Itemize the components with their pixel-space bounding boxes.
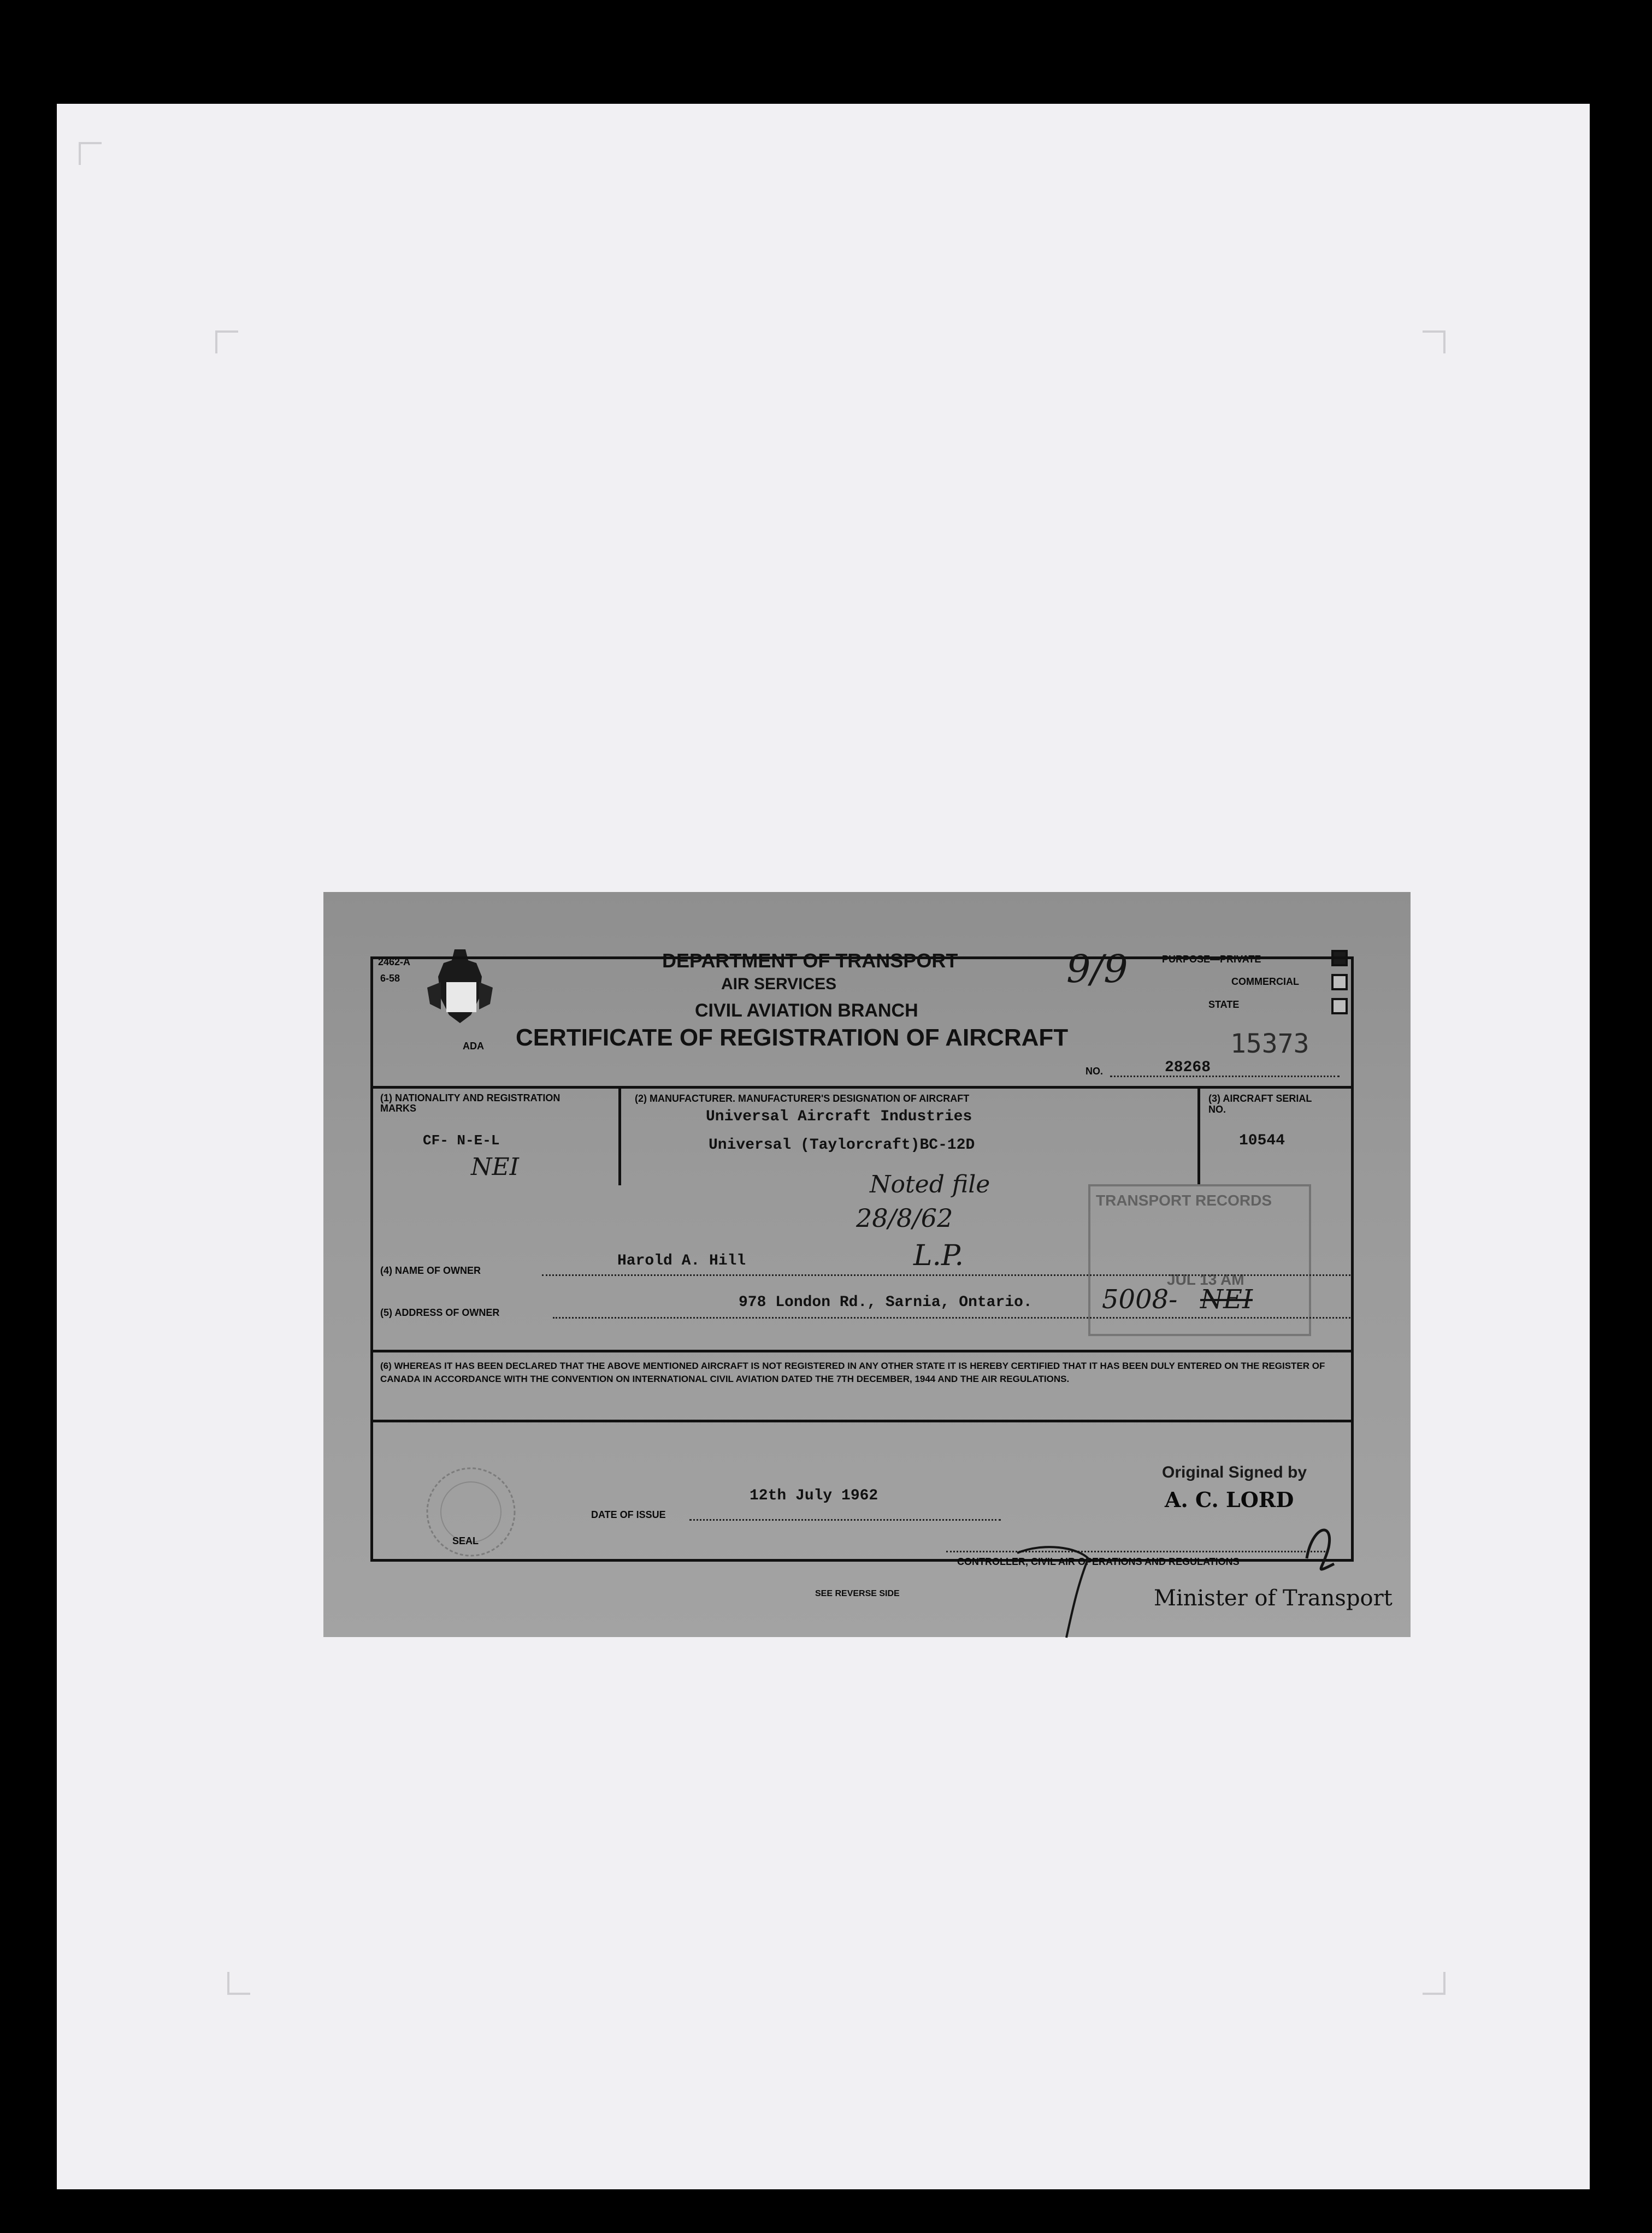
air-services-heading: AIR SERVICES xyxy=(721,975,837,993)
declaration-text: (6) WHEREAS IT HAS BEEN DECLARED THAT THE ABOVE MENTIONED AIRCRAFT IS NOT REGISTERED IN ANY OTHER STATE IT IS HEREBY CERTIFIED THAT IT HAS BEEN DULY ENTERED ON THE REGISTER OF CANADA IN ACCORDANCE WITH THE CONVENTION ON INTERNATIONAL CIVIL AVIATION DATED THE 7TH DECEMBER, 1944 AND THE AIR REGULATIONS. xyxy=(380,1361,1325,1384)
country-label: ADA xyxy=(463,1041,484,1051)
handwritten-folio: 9/9 xyxy=(1066,947,1128,991)
embossed-seal-icon xyxy=(416,1463,526,1561)
declaration-bottom-divider xyxy=(370,1420,1354,1422)
purpose-private-label: PURPOSE—PRIVATE xyxy=(1162,954,1261,965)
issue-date-line xyxy=(689,1519,1001,1521)
stamp-line-2: JUL 13 AM xyxy=(1167,1271,1244,1288)
signature-line xyxy=(946,1551,1329,1552)
column-divider-1 xyxy=(618,1086,621,1185)
manufacturer-value: Universal Aircraft Industries xyxy=(706,1108,972,1125)
reverse-side-note: SEE REVERSE SIDE xyxy=(815,1589,900,1598)
certificate-title: CERTIFICATE OF REGISTRATION OF AIRCRAFT xyxy=(516,1024,1069,1051)
serial-number-value: 10544 xyxy=(1239,1132,1285,1149)
designation-value: Universal (Taylorcraft)BC-12D xyxy=(709,1137,975,1154)
handwritten-date: 28/8/62 xyxy=(856,1203,953,1233)
file-number-stamp: 15373 xyxy=(1230,1029,1309,1059)
issue-date-value: 12th July 1962 xyxy=(750,1487,878,1504)
minister-line: Minister of Transport xyxy=(1154,1586,1393,1611)
header-divider xyxy=(370,1086,1354,1089)
crop-mark-inner-top-right xyxy=(1423,330,1446,353)
department-heading: DEPARTMENT OF TRANSPORT xyxy=(662,949,958,972)
issue-date-label: DATE OF ISSUE xyxy=(591,1509,666,1520)
stamp-line-1: TRANSPORT RECORDS xyxy=(1096,1192,1272,1209)
registration-marks-handwritten: NEI xyxy=(471,1153,519,1181)
owner-name-line xyxy=(542,1274,1350,1276)
handwritten-note: Noted file xyxy=(870,1171,990,1198)
serial-label: (3) AIRCRAFT SERIAL NO. xyxy=(1208,1093,1312,1115)
handwritten-signature-stroke xyxy=(1012,1537,1099,1640)
form-date: 6-58 xyxy=(380,973,400,984)
owner-address-line xyxy=(553,1317,1350,1319)
seal-label: SEAL xyxy=(452,1535,479,1546)
owner-name-value: Harold A. Hill xyxy=(617,1253,746,1269)
crop-mark-top-left xyxy=(79,142,102,165)
crop-mark-inner-top-left xyxy=(215,330,238,353)
form-number: 2462-A xyxy=(378,956,411,967)
owner-address-label: (5) ADDRESS OF OWNER xyxy=(380,1307,500,1318)
purpose-state-label: STATE xyxy=(1208,999,1240,1010)
crop-mark-inner-bottom-right xyxy=(1423,1972,1446,1995)
declaration-divider xyxy=(370,1350,1354,1352)
owner-address-value: 978 London Rd., Sarnia, Ontario. xyxy=(739,1294,1032,1311)
handwritten-struck-marks: NEI xyxy=(1200,1284,1253,1315)
owner-name-label: (4) NAME OF OWNER xyxy=(380,1265,481,1276)
manufacturer-label: (2) MANUFACTURER. MANUFACTURER'S DESIGNATION OF AIRCRAFT xyxy=(635,1093,970,1104)
certificate-no-label: NO. xyxy=(1085,1066,1104,1077)
handwritten-initials: L.P. xyxy=(913,1239,964,1272)
signer-name: A. C. LORD xyxy=(1165,1487,1294,1512)
certificate-number: 28268 xyxy=(1165,1059,1211,1076)
handwritten-number: 5008- xyxy=(1102,1284,1178,1315)
crop-mark-inner-bottom-left xyxy=(227,1972,250,1995)
registration-marks: CF- N-E-L xyxy=(423,1132,500,1149)
column-divider-2 xyxy=(1197,1086,1200,1184)
purpose-commercial-label: COMMERCIAL xyxy=(1231,976,1299,987)
handwritten-initial-mark xyxy=(1296,1515,1345,1580)
branch-heading: CIVIL AVIATION BRANCH xyxy=(695,1000,918,1021)
registration-certificate xyxy=(323,892,1411,1637)
nationality-label: (1) NATIONALITY AND REGISTRATION MARKS xyxy=(380,1092,560,1114)
signed-by-label: Original Signed by xyxy=(1162,1463,1307,1481)
controller-label: CONTROLLER, CIVIL AIR OPERATIONS AND REGULATIONS xyxy=(957,1556,1240,1567)
